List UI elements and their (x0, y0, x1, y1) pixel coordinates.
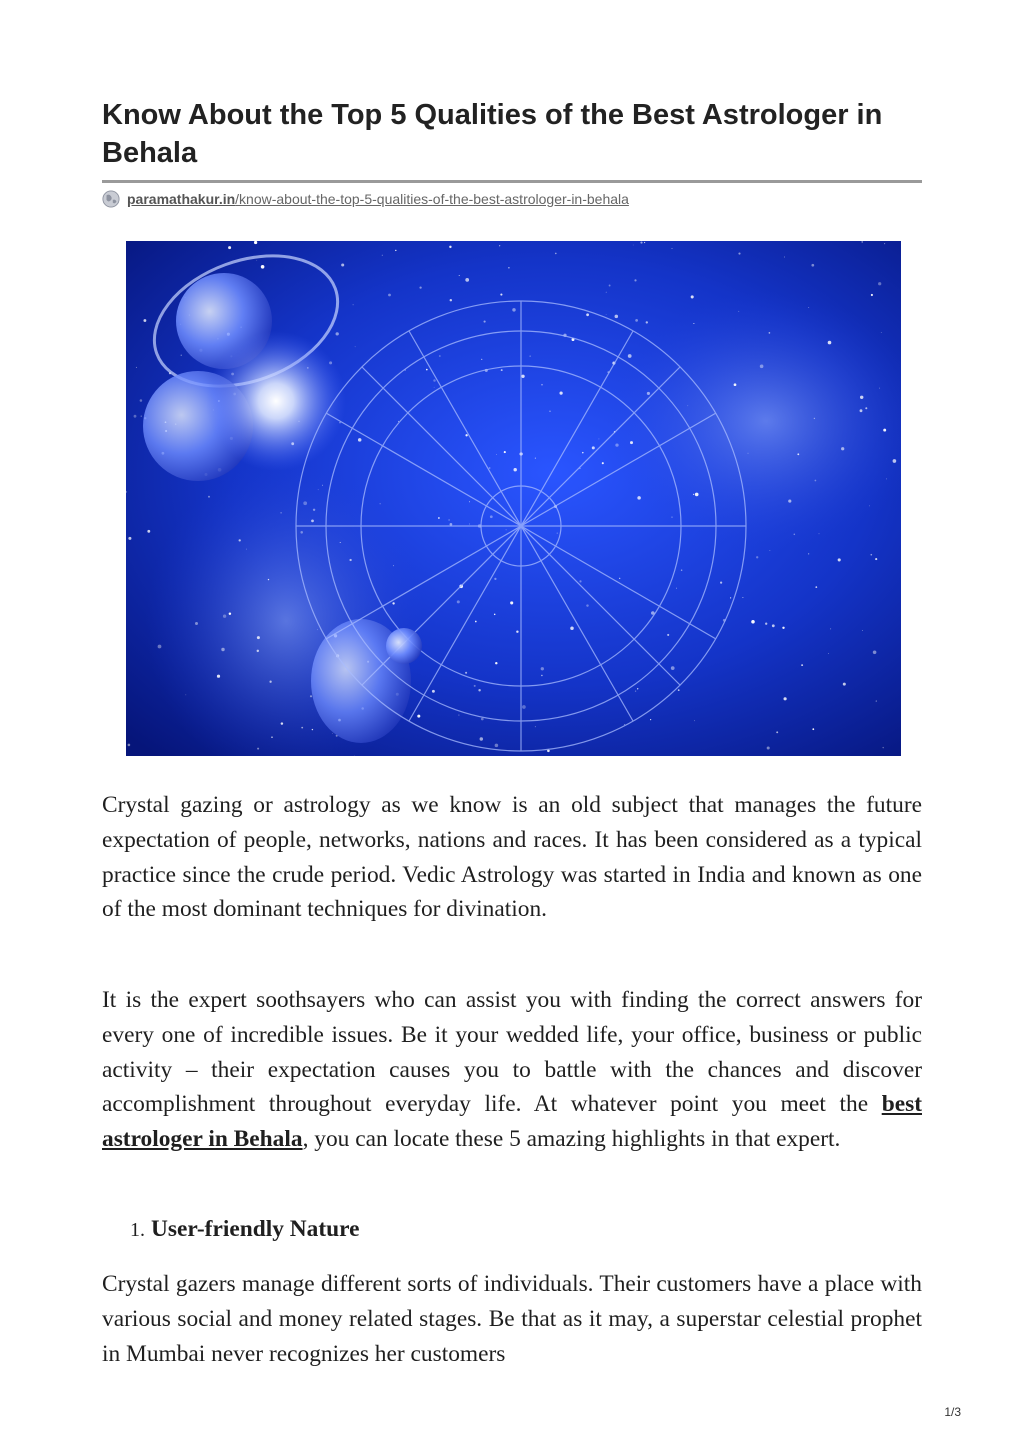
best-astrologer-link[interactable]: best astrologer in Behala (102, 1091, 922, 1153)
source-domain[interactable]: paramathakur.in (127, 191, 236, 207)
source-path[interactable]: /know-about-the-top-5-qualities-of-the-best-astrologer-in-behala (235, 191, 629, 207)
list-item-user-friendly (130, 1212, 360, 1247)
list-heading: User-friendly Nature (151, 1216, 360, 1242)
paragraph-intro: Crystal gazing or astrology as we know is an old subject that manages the future expectation of people, networks, nations and races. It has been considered as a typical practice since the crude period. Vedic Astrology was started in India and known as one of the most dominant techniques for divination. (102, 792, 922, 923)
source-link[interactable] (102, 189, 629, 209)
astrology-zodiac-image (126, 241, 901, 756)
paragraph-experts-text: It is the expert soothsayers who can assist you with finding the correct answers for every one of incredible issues. Be it your wedded life, your office, business or public activity – their expectation causes you to battle with the chances and discover accomplishment throughout everyday life. At whatever point you meet the (102, 987, 922, 1118)
article-title: Know About the Top 5 Qualities of the Best Astrologer in Behala (102, 99, 883, 169)
paragraph-user-friendly: Crystal gazers manage different sorts of individuals. Their customers have a place with various social and money related stages. Be that as it may, a superstar celestial prophet in Mumbai never recognizes her customers (102, 1271, 922, 1367)
paragraph-experts-tail: , you can locate these 5 amazing highlights in that expert. (302, 1126, 841, 1153)
globe-icon (102, 190, 120, 208)
list-number: 1. (130, 1219, 145, 1241)
page-indicator: 1/3 (944, 1405, 961, 1419)
title-divider (102, 180, 922, 183)
paragraph-experts (102, 983, 922, 1157)
